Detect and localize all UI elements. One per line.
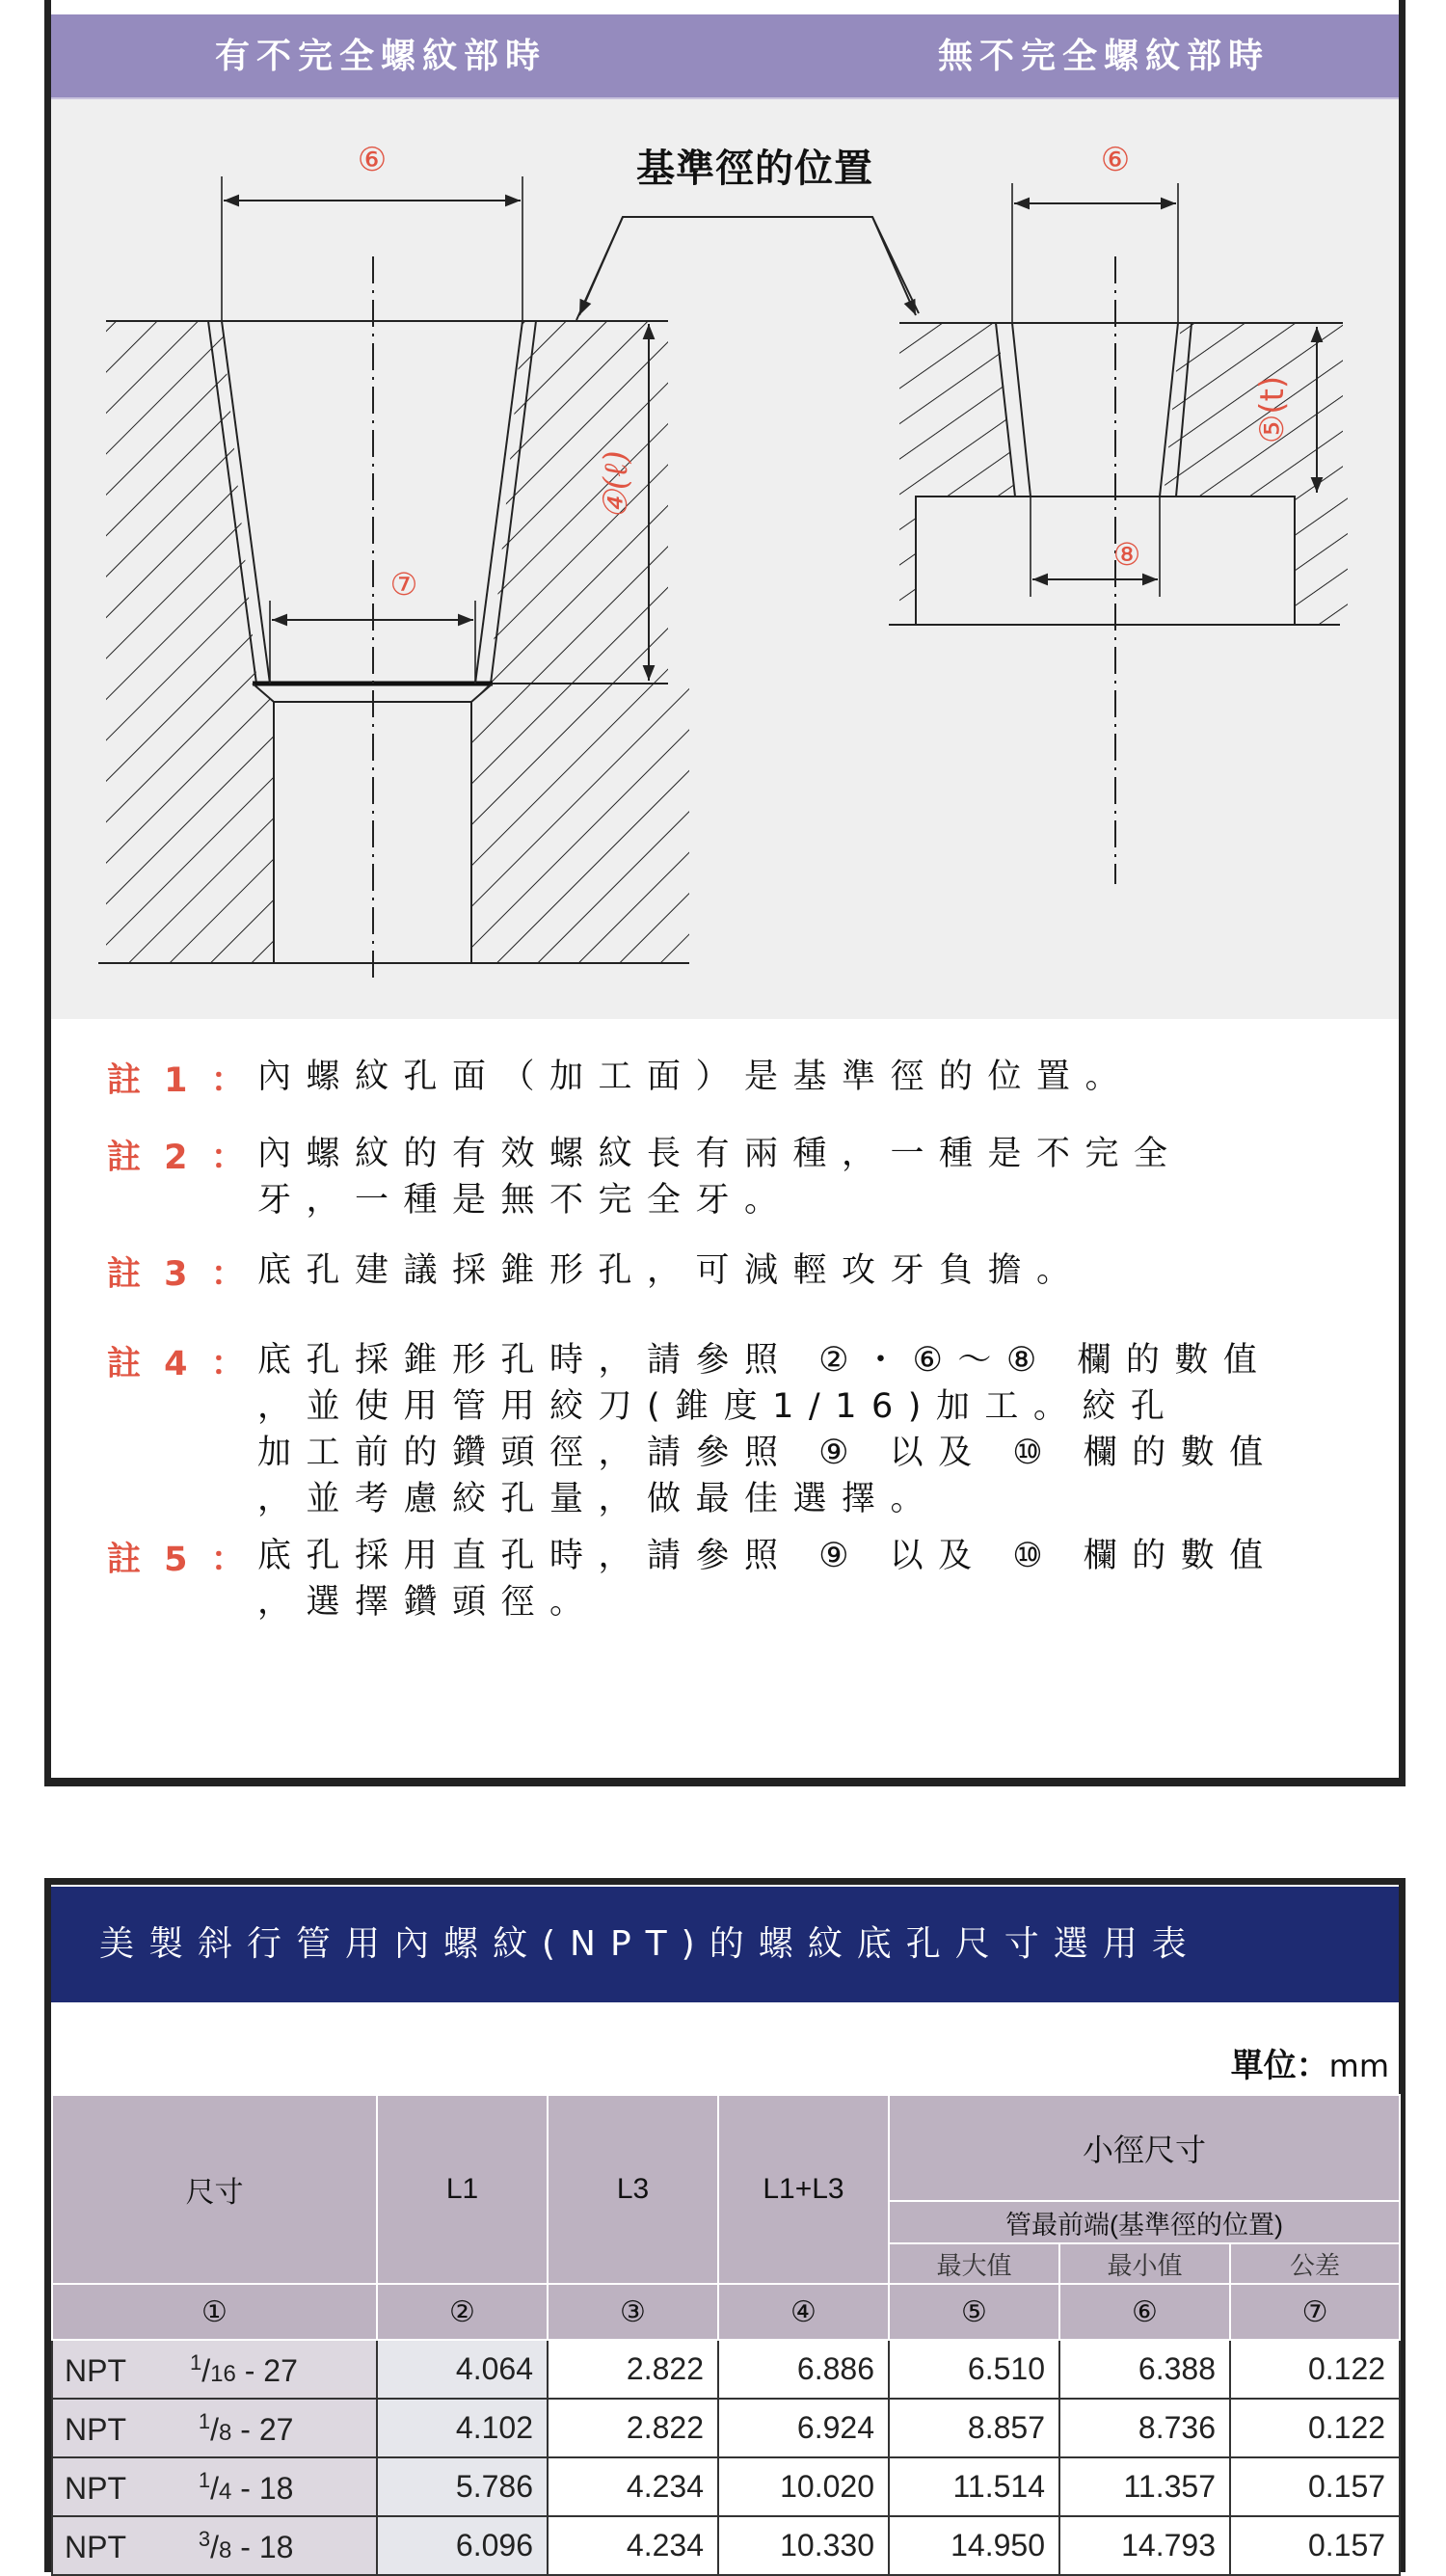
tolerance-cell: 0.157 [1230,2457,1400,2516]
header-l1: L1 [377,2095,548,2284]
header-minor-diameter: 小徑尺寸 [889,2095,1400,2201]
col-number: ① [52,2284,377,2340]
reference-callout [576,217,919,320]
l1-l3-cell: 6.886 [718,2340,889,2399]
dim-label-7: ⑦ [389,566,418,603]
table-row [52,2340,1400,2399]
note-label: 註 2 ： [107,1139,251,1177]
table-row [52,2399,1400,2457]
unit-prefix: 單位： [1230,2047,1329,2085]
npt-table-panel [44,1878,1406,2572]
thread-diagram-panel [44,0,1406,1786]
thread-type: NPT [65,2470,126,2506]
technical-drawing [51,99,1399,1019]
tolerance-cell: 0.157 [1230,2516,1400,2575]
l1-cell: 5.786 [377,2457,548,2516]
fraction-numerator: 1 [198,2408,211,2433]
fraction-numerator: 3 [198,2526,211,2551]
fraction-denominator: 16 [210,2360,236,2387]
note-label: 註 4 ： [107,1345,251,1383]
header-max: 最大值 [889,2243,1059,2284]
note-body [257,1054,1366,1100]
max-cell: 14.950 [889,2516,1059,2575]
note-line: ，選擇鑽頭徑。 [257,1583,599,1622]
note-label: 註 5 ： [107,1541,251,1579]
threads-per-inch: - 27 [231,2411,294,2447]
l1-l3-cell: 10.020 [718,2457,889,2516]
size-cell: NPT $^1$/8 - 27 [52,2399,377,2457]
npt-drill-size-table [51,2094,1401,2576]
dim-label-8: ⑧ [1112,536,1141,573]
right-section-drawing [889,183,1348,884]
dim-label-6-right: ⑥ [1100,141,1131,179]
header-min: 最小值 [1059,2243,1230,2284]
col-number: ④ [718,2284,889,2340]
note-line: 底孔採錐形孔時，請參照 ②・⑥～⑧ 欄的數值 [257,1341,1272,1380]
note-line: 內螺紋的有效螺紋長有兩種，一種是不完全 [257,1135,1183,1173]
unit-value: mm [1328,2048,1389,2084]
l3-cell: 4.234 [548,2457,718,2516]
note-body [257,1533,1366,1625]
fraction-denominator: 8 [219,2419,232,2446]
col-number: ⑥ [1059,2284,1230,2340]
col-number: ⑦ [1230,2284,1400,2340]
l1-cell: 4.064 [377,2340,548,2399]
l3-cell: 2.822 [548,2399,718,2457]
col-number: ② [377,2284,548,2340]
header-size: 尺寸 [52,2095,377,2284]
min-cell: 14.793 [1059,2516,1230,2575]
note-line: 牙，一種是無不完全牙。 [257,1181,793,1220]
thread-type: NPT [65,2411,126,2447]
l3-cell: 4.234 [548,2516,718,2575]
thread-type: NPT [65,2352,126,2388]
tolerance-cell: 0.122 [1230,2340,1400,2399]
note-line: ，並考慮絞孔量，做最佳選擇。 [257,1480,940,1518]
header-tolerance: 公差 [1230,2243,1400,2284]
dim-label-5: ⑤(t) [1253,375,1292,444]
l1-cell: 4.102 [377,2399,548,2457]
table-title: 美製斜行管用內螺紋(NPT)的螺紋底孔尺寸選用表 [51,1887,1399,2002]
note-line: 底孔建議採錐形孔，可減輕攻牙負擔。 [257,1251,1085,1290]
thread-section-drawing [51,99,1399,1019]
threads-per-inch: - 18 [231,2470,294,2506]
size-cell: NPT $^3$/8 - 18 [52,2516,377,2575]
l1-cell: 6.096 [377,2516,548,2575]
col-number: ③ [548,2284,718,2340]
dim-label-6-left: ⑥ [357,141,388,179]
note-label: 註 1 ： [107,1061,251,1100]
note-line: 底孔採用直孔時，請參照 ⑨ 以及 ⑩ 欄的數值 [257,1537,1278,1575]
col-number: ⑤ [889,2284,1059,2340]
size-cell: NPT $^1$/16 - 27 [52,2340,377,2399]
fraction-numerator: 1 [198,2467,211,2492]
note-line: 內螺紋孔面（加工面）是基準徑的位置。 [257,1058,1135,1096]
note-body [257,1337,1366,1522]
min-cell: 11.357 [1059,2457,1230,2516]
header-with-incomplete-thread: 有不完全螺紋部時 [215,37,548,76]
note-line: ，並使用管用絞刀(錐度1/16)加工。絞孔 [257,1387,1180,1426]
min-cell: 8.736 [1059,2399,1230,2457]
l1-l3-cell: 6.924 [718,2399,889,2457]
tolerance-cell: 0.122 [1230,2399,1400,2457]
l3-cell: 2.822 [548,2340,718,2399]
fraction-numerator: 1 [190,2349,202,2375]
l1-l3-cell: 10.330 [718,2516,889,2575]
note-label: 註 3 ： [107,1255,251,1294]
diagram-header-bar [51,14,1399,99]
max-cell: 6.510 [889,2340,1059,2399]
header-l3: L3 [548,2095,718,2284]
note-line: 加工前的鑽頭徑，請參照 ⑨ 以及 ⑩ 欄的數值 [257,1434,1278,1472]
max-cell: 8.857 [889,2399,1059,2457]
dim-label-4: ④(ℓ) [597,450,635,520]
threads-per-inch: - 18 [231,2529,294,2564]
note-body [257,1248,1366,1294]
table-row [52,2516,1400,2575]
max-cell: 11.514 [889,2457,1059,2516]
unit-label [1231,2039,1389,2086]
fraction-denominator: 8 [219,2536,232,2563]
fraction-denominator: 4 [219,2478,232,2505]
min-cell: 6.388 [1059,2340,1230,2399]
threads-per-inch: - 27 [235,2352,298,2388]
header-l1-l3: L1+L3 [718,2095,889,2284]
header-pipe-end: 管最前端(基準徑的位置) [889,2201,1400,2243]
size-cell: NPT $^1$/4 - 18 [52,2457,377,2516]
table-row [52,2457,1400,2516]
note-body [257,1131,1366,1223]
reference-diameter-label: 基準徑的位置 [636,147,873,191]
thread-type: NPT [65,2529,126,2564]
header-without-incomplete-thread: 無不完全螺紋部時 [938,37,1271,76]
